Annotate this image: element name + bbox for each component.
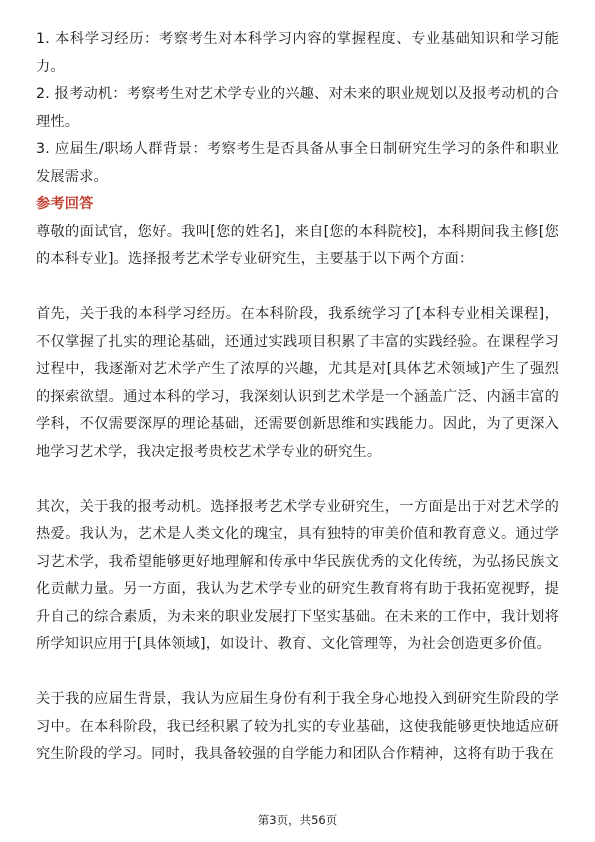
answer-paragraph-background: 关于我的应届生背景，我认为应届生身份有利于我全身心地投入到研究生阶段的学习中。在本科阶段，我已经积累了较为扎实的专业基础，这使我能够更快地适应研究生阶段的学习。同时，我具备较强的自学能力和团队合作精神，这将有助于我在 (36, 691, 559, 762)
exam-point-2: 2. 报考动机：考察考生对艺术学专业的兴趣、对未来的职业规划以及报考动机的合理性。 (36, 86, 559, 130)
answer-intro-paragraph: 尊敬的面试官，您好。我叫[您的姓名]，来自[您的本科院校]，本科期间我主修[您的本科专业]。选择报考艺术学专业研究生，主要基于以下两个方面： (36, 223, 559, 267)
page-content (36, 26, 559, 769)
answer-heading: 参考回答 (36, 196, 94, 212)
page-footer: 第3页，共56页 (257, 813, 338, 827)
paragraph-spacer (36, 466, 559, 494)
answer-paragraph-study-experience: 首先，关于我的本科学习经历。在本科阶段，我系统学习了[本科专业相关课程]，不仅掌握了扎实的理论基础，还通过实践项目积累了丰富的实践经验。在课程学习过程中，我逐渐对艺术学产生了浓厚的兴趣，尤其是对[具体艺术领域]产生了强烈的探索欲望。通过本科的学习，我深刻认识到艺术学是一个涵盖广泛、内涵丰富的学科，不仅需要深厚的理论基础，还需要创新思维和实践能力。因此，为了更深入地学习艺术学，我决定报考贵校艺术学专业的研究生。 (36, 306, 559, 460)
paragraph-spacer (36, 659, 559, 687)
exam-point-3: 3. 应届生/职场人群背景：考察考生是否具备从事全日制研究生学习的条件和职业发展需求。 (36, 141, 559, 185)
exam-point-1: 1. 本科学习经历：考察考生对本科学习内容的掌握程度、专业基础知识和学习能力。 (36, 31, 559, 75)
paragraph-spacer (36, 274, 559, 302)
answer-paragraph-motivation: 其次，关于我的报考动机。选择报考艺术学专业研究生，一方面是出于对艺术学的热爱。我认为，艺术是人类文化的瑰宝，具有独特的审美价值和教育意义。通过学习艺术学，我希望能够更好地理解和传承中华民族优秀的文化传统，为弘扬民族文化贡献力量。另一方面，我认为艺术学专业的研究生教育将有助于我拓宽视野，提升自己的综合素质，为未来的职业发展打下坚实基础。在未来的工作中，我计划将所学知识应用于[具体领域]，如设计、教育、文化管理等，为社会创造更多价值。 (36, 498, 559, 652)
